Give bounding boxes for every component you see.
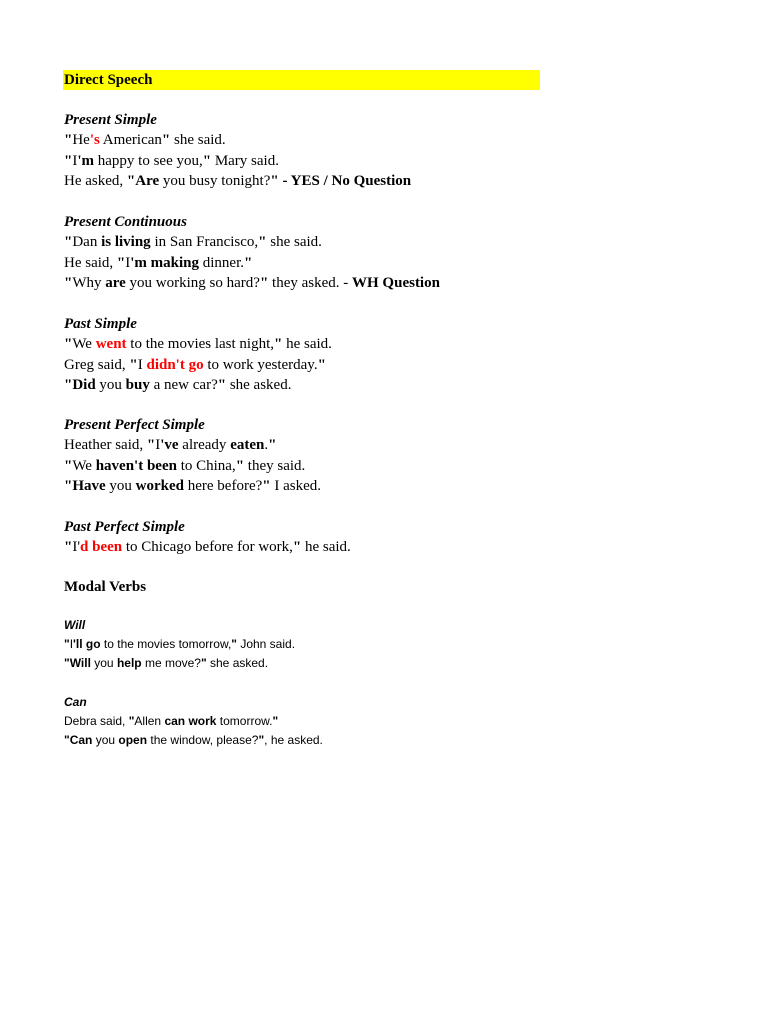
text-run: Allen (134, 714, 165, 728)
text-run: " (231, 637, 237, 651)
text-run: I' (72, 539, 81, 556)
example-sentence (64, 334, 332, 354)
text-run: I (72, 152, 78, 169)
text-run: Greg said, (64, 356, 130, 373)
text-run: We (72, 336, 96, 353)
text-run: went (95, 336, 127, 353)
text-run: me move? (141, 656, 201, 670)
text-run: worked (135, 478, 184, 495)
text-run: " (64, 336, 73, 353)
text-run: the window, please? (147, 733, 259, 747)
text-run: d been (80, 539, 123, 556)
text-run: he said. (282, 336, 332, 353)
text-run: I (155, 437, 161, 454)
example-sentence (64, 435, 321, 455)
section-present-perfect-simple (64, 415, 321, 497)
text-run: dinner. (199, 254, 244, 271)
text-run: I (137, 356, 147, 373)
text-run: she asked. (206, 656, 269, 670)
text-run: " (235, 457, 245, 474)
example-sentence (64, 476, 321, 496)
document-title: Direct Speech (63, 70, 540, 90)
text-run: 'll go (73, 637, 101, 651)
text-run: WH Question (352, 275, 440, 292)
text-run: open (118, 733, 148, 747)
text-run: " (64, 132, 73, 149)
section-can (64, 693, 323, 750)
text-run: " (64, 234, 73, 251)
section-heading: Will (64, 618, 86, 632)
text-run: " (268, 437, 277, 454)
text-run: he said. (301, 539, 351, 556)
text-run: " (129, 356, 138, 373)
text-run: you (95, 377, 126, 394)
text-run: eaten (230, 437, 265, 454)
text-run: didn't go (146, 356, 204, 373)
example-sentence (64, 537, 351, 557)
text-run: can work (164, 714, 217, 728)
text-run: . (264, 437, 269, 454)
text-run: to China, (176, 457, 236, 474)
text-run: " (217, 377, 227, 394)
text-run: " (116, 254, 126, 271)
text-run: He said, (64, 254, 117, 271)
text-run: " (64, 637, 70, 651)
text-run: are (105, 275, 126, 292)
text-run: you (105, 478, 136, 495)
text-run: 've (160, 437, 179, 454)
text-run: happy to see you, (94, 152, 203, 169)
text-run: 's (89, 132, 100, 149)
text-run: " (200, 656, 207, 670)
text-run: here before? (184, 478, 263, 495)
text-run: Debra said, (64, 714, 129, 728)
example-sentence (64, 712, 323, 731)
text-run: " (64, 457, 73, 474)
text-run: " (146, 437, 156, 454)
text-run: I asked. (270, 478, 322, 495)
text-run: Heather said, (64, 437, 147, 454)
text-run: 'm (77, 152, 94, 169)
text-run: "Did (64, 377, 96, 394)
text-run: Why (72, 275, 106, 292)
text-run: " (244, 254, 253, 271)
text-run: to the movies last night, (126, 336, 275, 353)
text-run: " (258, 733, 265, 747)
section-heading: Past Perfect Simple (64, 519, 185, 535)
text-run: she said. (266, 234, 322, 251)
text-run: " (128, 714, 135, 728)
section-heading: Present Perfect Simple (64, 417, 205, 433)
text-run: " - YES / No Question (270, 173, 412, 190)
text-run: 'm making (130, 254, 199, 271)
text-run: to Chicago before for work, (122, 539, 293, 556)
text-run: I (69, 637, 74, 651)
section-heading: Can (64, 695, 87, 709)
example-sentence (64, 456, 321, 476)
text-run: they said. (244, 457, 306, 474)
text-run: " (317, 356, 326, 373)
text-run: Mary said. (211, 152, 279, 169)
example-sentence (64, 731, 323, 750)
example-sentence (64, 232, 440, 252)
text-run: " (259, 275, 269, 292)
text-run: I (125, 254, 131, 271)
text-run: she said. (170, 132, 226, 149)
example-sentence (64, 375, 332, 395)
example-sentence (64, 355, 332, 375)
text-run: to work yesterday. (203, 356, 318, 373)
text-run: " (292, 539, 302, 556)
text-run: she asked. (226, 377, 292, 394)
example-sentence (64, 635, 295, 654)
text-run: , he asked. (264, 733, 323, 747)
text-run: "Have (64, 478, 106, 495)
section-past-simple (64, 314, 332, 396)
text-run: help (116, 656, 142, 670)
text-run: " (274, 336, 283, 353)
text-run: " (64, 152, 73, 169)
section-heading: Past Simple (64, 316, 137, 332)
text-run: " (161, 132, 171, 149)
text-run: He (72, 132, 90, 149)
text-run: you working so hard? (125, 275, 260, 292)
text-run: you busy tonight? (159, 173, 271, 190)
text-run: you (92, 733, 119, 747)
example-sentence (64, 130, 411, 150)
text-run: they asked. - (268, 275, 353, 292)
example-sentence (64, 151, 411, 171)
example-sentence (64, 654, 295, 673)
text-run: "Will (64, 656, 91, 670)
text-run: John said. (236, 637, 296, 651)
text-run: " (272, 714, 279, 728)
text-run: " (258, 234, 267, 251)
example-sentence (64, 273, 440, 293)
text-run: tomorrow. (216, 714, 273, 728)
text-run: a new car? (149, 377, 218, 394)
section-heading: Modal Verbs (64, 579, 147, 595)
example-sentence (64, 171, 411, 191)
section-heading: Present Continuous (64, 214, 187, 230)
section-modal-verbs (64, 577, 146, 597)
text-run: "Can (64, 733, 93, 747)
section-past-perfect-simple (64, 517, 351, 558)
section-will (64, 616, 295, 673)
example-sentence (64, 253, 440, 273)
text-run: buy (125, 377, 150, 394)
text-run: " (64, 275, 73, 292)
text-run: in San Francisco, (150, 234, 259, 251)
section-present-simple (64, 110, 411, 192)
text-run: to the movies tomorrow, (100, 637, 232, 651)
text-run: " (202, 152, 212, 169)
text-run: " (64, 539, 73, 556)
text-run: We (72, 457, 96, 474)
text-run: "Are (126, 173, 160, 190)
section-heading: Present Simple (64, 112, 157, 128)
text-run: haven't been (95, 457, 177, 474)
section-present-continuous (64, 212, 440, 294)
text-run: is living (101, 234, 151, 251)
text-run: you (90, 656, 117, 670)
text-run: American (99, 132, 162, 149)
text-run: He asked, (64, 173, 127, 190)
text-run: Dan (72, 234, 102, 251)
text-run: " (262, 478, 271, 495)
text-run: already (178, 437, 231, 454)
